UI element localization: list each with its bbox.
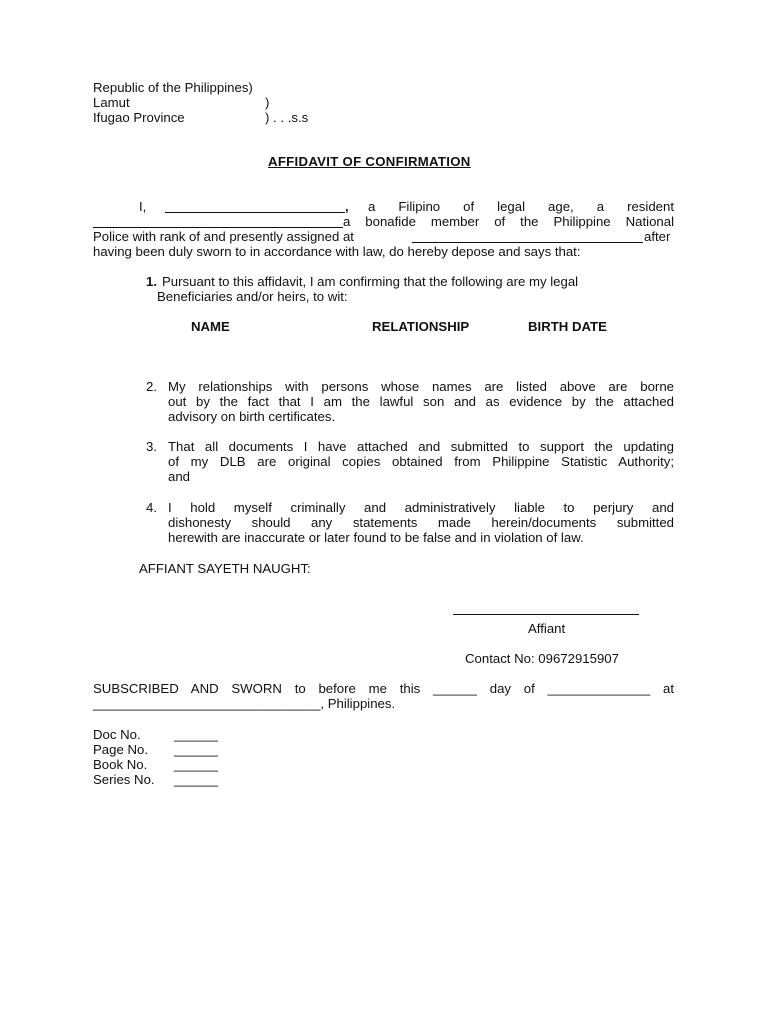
venue-municipality: Lamut	[93, 95, 130, 110]
item4-number: 4.	[146, 500, 157, 515]
item1-line1: Pursuant to this affidavit, I am confirming that the following are my legal	[162, 274, 579, 289]
venue-paren: )	[265, 95, 270, 110]
item2-line3: advisory on birth certificates.	[168, 409, 336, 424]
notary-series-label: Series No.	[93, 772, 155, 787]
jurat-line2: _______________________________, Philippines.	[93, 696, 396, 711]
assignment-blank[interactable]	[412, 242, 643, 243]
item2-number: 2.	[146, 379, 157, 394]
item2-line2: out by the fact that I am the lawful son and as evidence by the attached	[168, 394, 674, 409]
intro-line1: a Filipino of legal age, a resident	[368, 199, 674, 214]
document-title: AFFIDAVIT OF CONFIRMATION	[268, 154, 471, 169]
col-header-birth-date: BIRTH DATE	[528, 319, 607, 334]
notary-series-value[interactable]: ______	[174, 772, 219, 787]
item4-line2: dishonesty should any statements made herein/documents submitted	[168, 515, 674, 530]
venue-republic: Republic of the Philippines)	[93, 80, 253, 95]
intro-line2: a bonafide member of the Philippine National	[343, 214, 674, 229]
affiant-sayeth-naught: AFFIANT SAYETH NAUGHT:	[139, 561, 311, 576]
intro-line4: having been duly sworn to in accordance with law, do hereby depose and says that:	[93, 244, 581, 259]
notary-book-label: Book No.	[93, 757, 148, 772]
intro-comma: ,	[345, 199, 349, 214]
residence-blank[interactable]	[93, 227, 343, 228]
col-header-relationship: RELATIONSHIP	[372, 319, 470, 334]
affiant-signature-line[interactable]	[453, 614, 639, 615]
notary-doc-value[interactable]: ______	[174, 727, 219, 742]
item1-number: 1.	[146, 274, 157, 289]
intro-line3b: after	[644, 229, 671, 244]
item3-number: 3.	[146, 439, 157, 454]
item3-line2: of my DLB are original copies obtained from Philippine Statistic Authority;	[168, 454, 674, 469]
venue-ss: ) . . .s.s	[265, 110, 309, 125]
notary-page-value[interactable]: ______	[174, 742, 219, 757]
notary-doc-label: Doc No.	[93, 727, 141, 742]
intro-line3a: Police with rank of and presently assigned at	[93, 229, 354, 244]
venue-province: Ifugao Province	[93, 110, 185, 125]
notary-book-value[interactable]: ______	[174, 757, 219, 772]
notary-page-label: Page No.	[93, 742, 148, 757]
affiant-label: Affiant	[528, 621, 566, 636]
col-header-name: NAME	[191, 319, 230, 334]
item3-line1: That all documents I have attached and submitted to support the updating	[168, 439, 674, 454]
item4-line3: herewith are inaccurate or later found to be false and in violation of law.	[168, 530, 584, 545]
item1-line2: Beneficiaries and/or heirs, to wit:	[157, 289, 348, 304]
item4-line1: I hold myself criminally and administratively liable to perjury and	[168, 500, 674, 515]
item2-line1: My relationships with persons whose names are listed above are borne	[168, 379, 674, 394]
affiant-name-blank[interactable]	[165, 212, 345, 213]
intro-i-label: I,	[139, 199, 147, 214]
item3-line3: and	[168, 469, 191, 484]
contact-number: Contact No: 09672915907	[465, 651, 619, 666]
jurat-line1: SUBSCRIBED AND SWORN to before me this ______ day of ______________ at	[93, 681, 674, 696]
